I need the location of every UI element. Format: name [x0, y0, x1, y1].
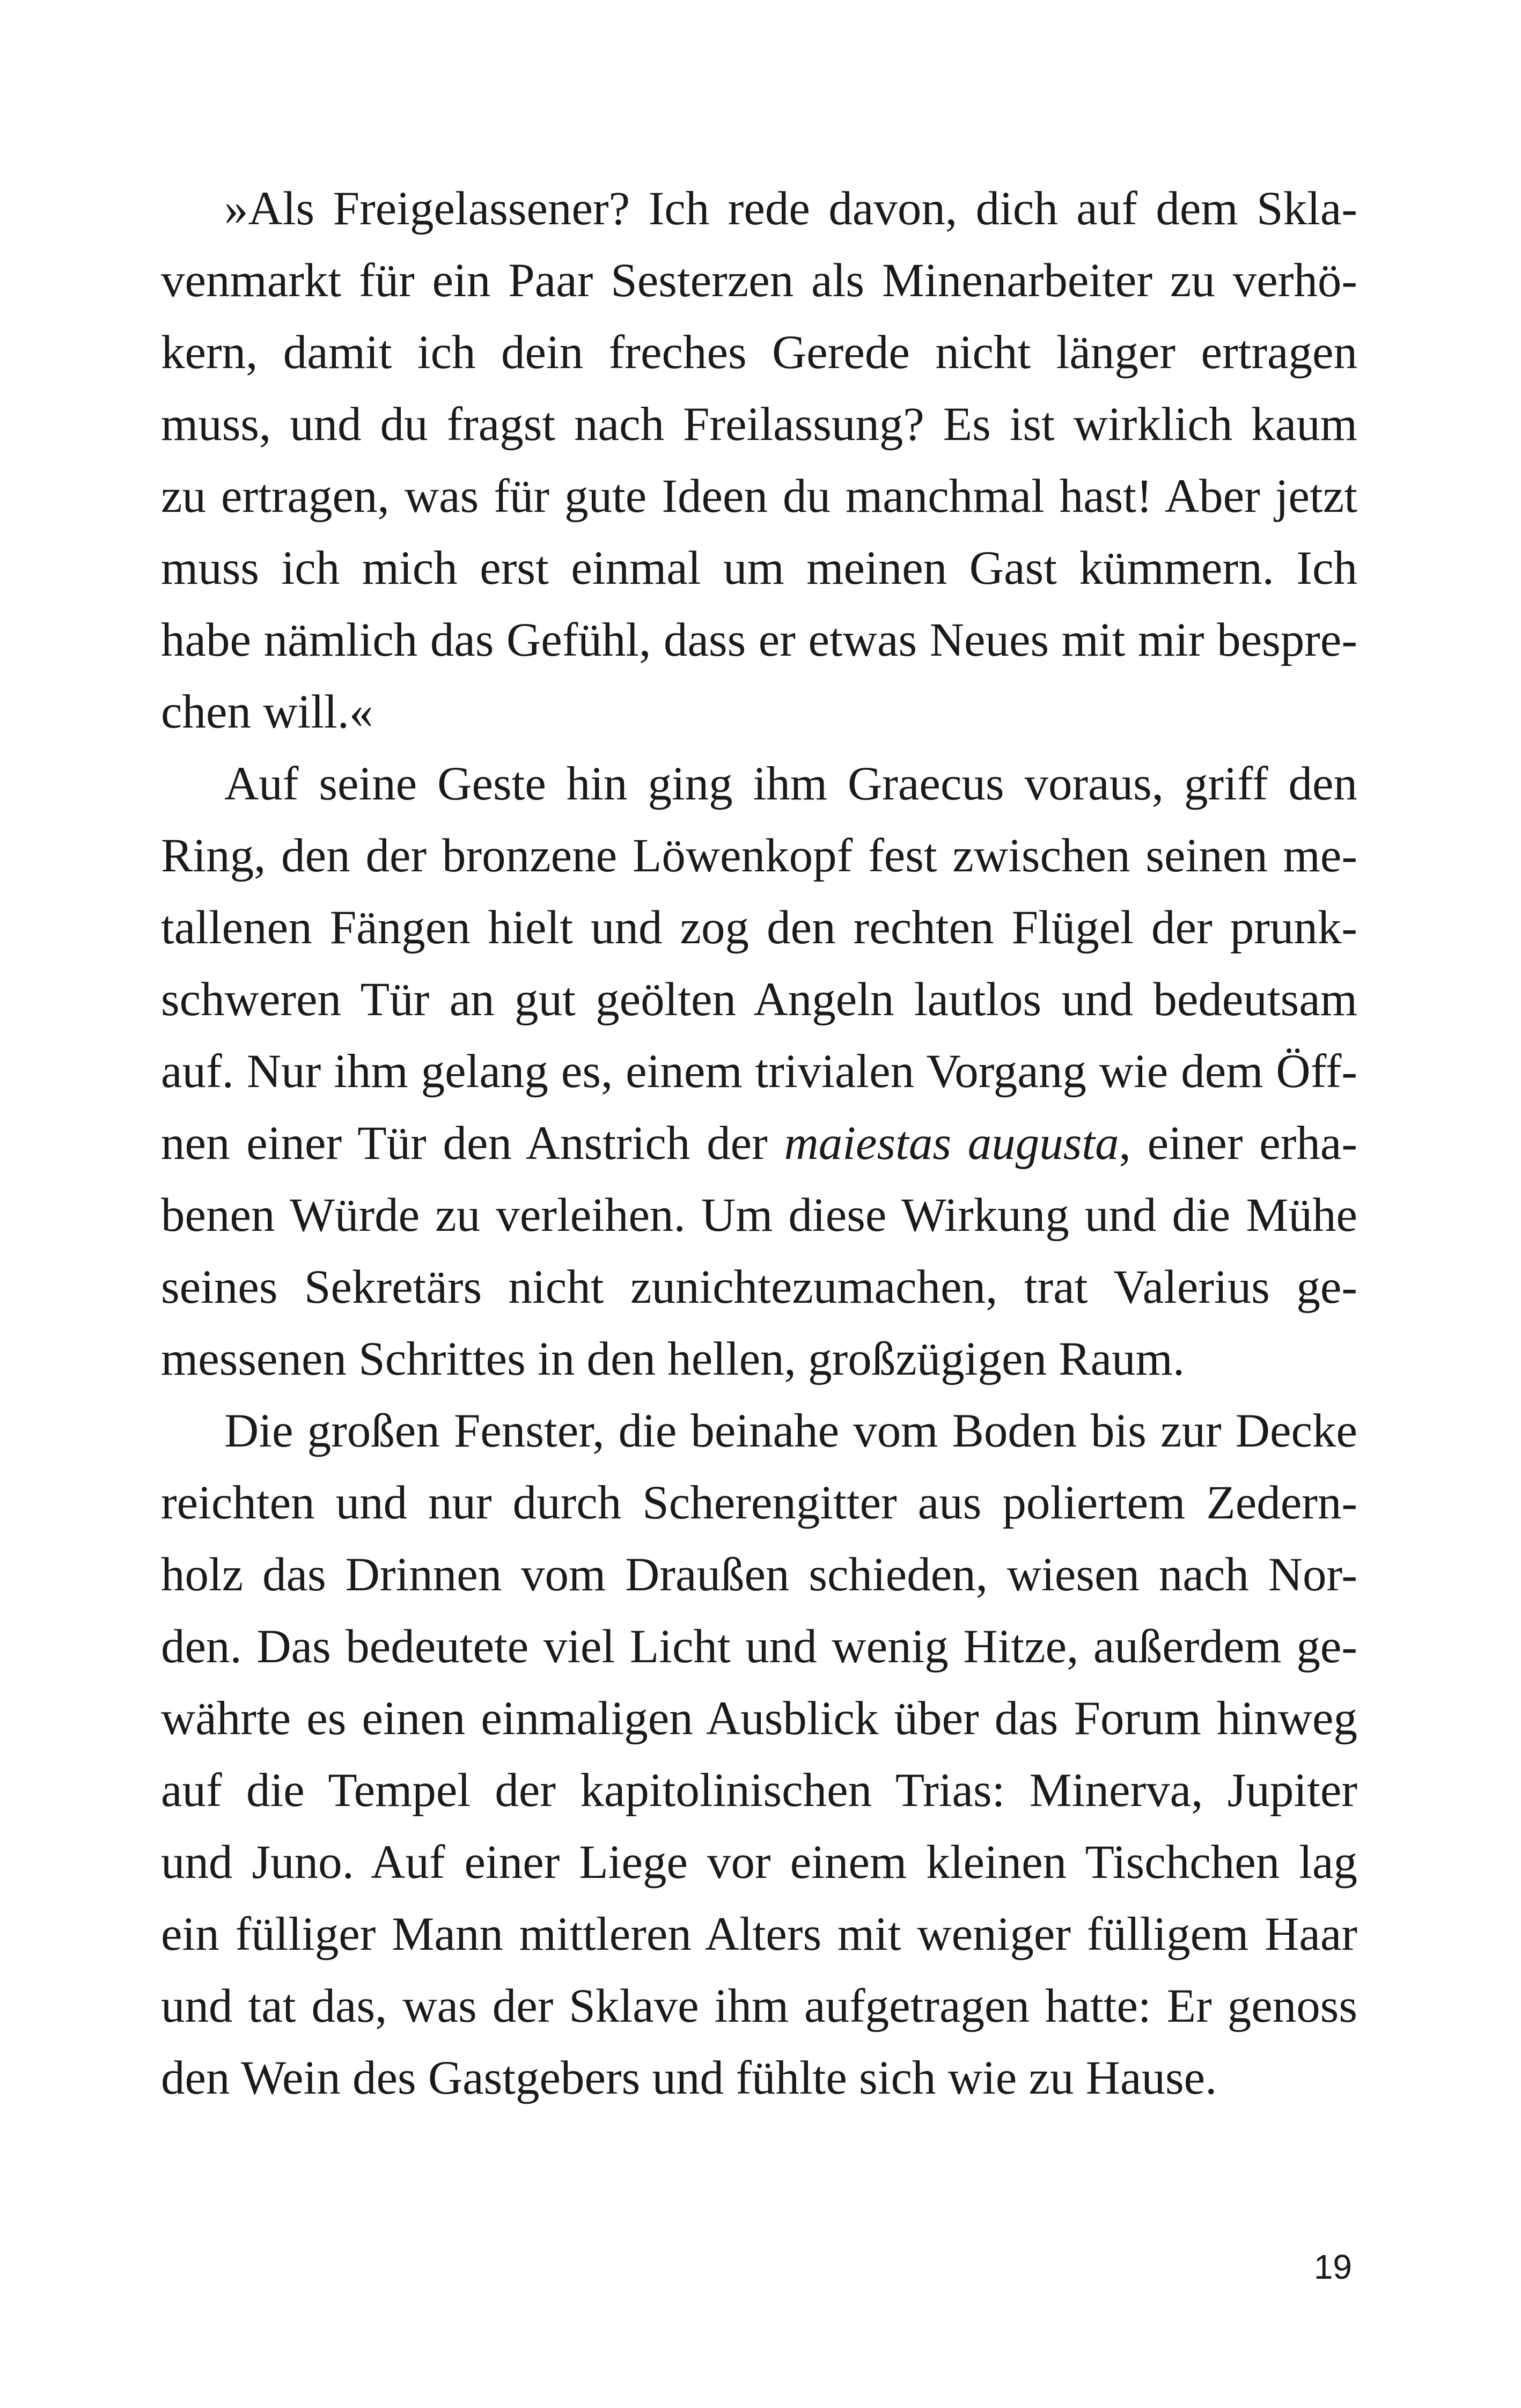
page-number: 19 — [1313, 2248, 1352, 2286]
text-line: seines Sekretärs nicht zunichtezumachen, trat Valerius ge- — [161, 1261, 1357, 1313]
text-line: »Als Freigelassener? Ich rede davon, dich auf dem Skla- — [224, 182, 1357, 235]
text-line: Auf seine Geste hin ging ihm Graecus voraus, griff den — [224, 758, 1357, 810]
text-line: und Juno. Auf einer Liege vor einem kleinen Tischchen lag — [161, 1836, 1357, 1889]
text-line: auf. Nur ihm gelang es, einem trivialen Vorgang wie dem Öff- — [161, 1045, 1357, 1098]
text-line: Ring, den der bronzene Löwenkopf fest zwischen seinen me- — [161, 829, 1357, 882]
text-segment: nen einer Tür den Anstrich der — [161, 1117, 768, 1170]
text-line: zu ertragen, was für gute Ideen du manchmal hast! Aber jetzt — [161, 470, 1357, 523]
text-line: währte es einen einmaligen Ausblick über das Forum hinweg — [161, 1692, 1357, 1745]
body-text — [161, 173, 1357, 2114]
text-line: den. Das bedeutete viel Licht und wenig Hitze, außerdem ge- — [161, 1620, 1357, 1673]
text-line: und tat das, was der Sklave ihm aufgetragen hatte: Er genoss — [161, 1980, 1357, 2032]
italic-phrase: maiestas augusta — [784, 1117, 1119, 1170]
text-line: Die großen Fenster, die beinahe vom Boden bis zur Decke — [224, 1405, 1357, 1457]
text-line: reichten und nur durch Scherengitter aus poliertem Zedern- — [161, 1477, 1357, 1529]
text-line: muss ich mich erst einmal um meinen Gast kümmern. Ich — [161, 542, 1357, 594]
text-line: auf die Tempel der kapitolinischen Trias: Minerva, Jupiter — [161, 1764, 1357, 1817]
text-line-with-italic — [161, 1107, 1357, 1179]
text-line: ein fülliger Mann mittleren Alters mit weniger fülligem Haar — [161, 1908, 1357, 1961]
text-line: messenen Schrittes in den hellen, großzügigen Raum. — [161, 1333, 1185, 1385]
text-line: muss, und du fragst nach Freilassung? Es ist wirklich kaum — [161, 398, 1357, 451]
text-line: habe nämlich das Gefühl, dass er etwas Neues mit mir bespre- — [161, 614, 1357, 666]
text-line: tallenen Fängen hielt und zog den rechten Flügel der prunk- — [161, 901, 1357, 954]
text-line: benen Würde zu verleihen. Um diese Wirkung und die Mühe — [161, 1189, 1357, 1242]
text-line: schweren Tür an gut geölten Angeln lautlos und bedeutsam — [161, 973, 1357, 1026]
text-line: venmarkt für ein Paar Sesterzen als Minenarbeiter zu verhö- — [161, 254, 1357, 307]
text-line: den Wein des Gastgebers und fühlte sich wie zu Hause. — [161, 2052, 1217, 2104]
text-line: kern, damit ich dein freches Gerede nicht länger ertragen — [161, 326, 1357, 379]
text-line: holz das Drinnen vom Draußen schieden, wiesen nach Nor- — [161, 1548, 1357, 1601]
text-segment: , einer erha- — [1119, 1117, 1357, 1170]
text-line: chen will.« — [161, 686, 373, 738]
